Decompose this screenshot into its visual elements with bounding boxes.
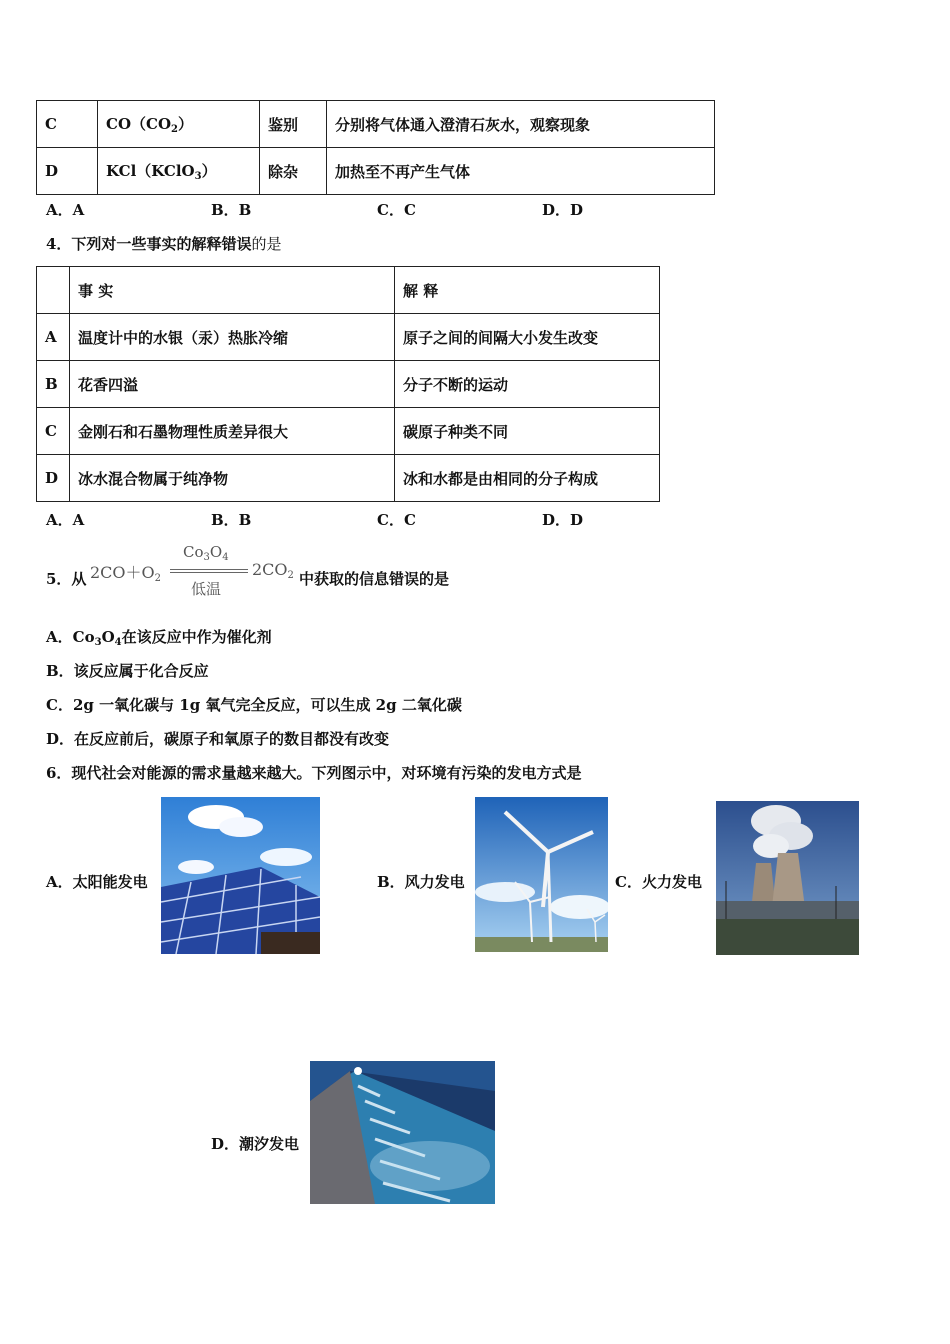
table-row — [37, 314, 660, 361]
q3-option-b[interactable]: B．B — [211, 201, 252, 219]
equation-catalyst: $Co_3O_4$ — [183, 543, 229, 563]
header-explain: 解 释 — [395, 267, 660, 314]
fact-cell: 冰水混合物属于纯净物 — [70, 455, 395, 502]
equation-arrow-line-2 — [170, 572, 248, 573]
q4-option-d[interactable]: D．D — [542, 511, 584, 529]
table-row — [37, 148, 715, 195]
row-label: C — [37, 408, 70, 455]
q6-option-a[interactable]: A．太阳能发电 — [46, 873, 148, 891]
table-row — [37, 455, 660, 502]
q3-option-a[interactable]: A．A — [46, 201, 85, 219]
q5-option-c[interactable]: C．2g 一氧化碳与 1g 氧气完全反应，可以生成 2g 二氧化碳 — [46, 696, 462, 714]
q6-option-d[interactable]: D．潮汐发电 — [211, 1135, 300, 1153]
fact-cell: 温度计中的水银（汞）热胀冷缩 — [70, 314, 395, 361]
table-row — [37, 408, 660, 455]
q4-stem: 4．下列对一些事实的解释错误的是 — [46, 235, 282, 253]
equation-condition: 低温 — [191, 580, 222, 598]
q6-option-b[interactable]: B．风力发电 — [377, 873, 465, 891]
q3-option-d[interactable]: D．D — [542, 201, 584, 219]
q3-table — [36, 100, 715, 195]
method-cell: 加热至不再产生气体 — [327, 148, 715, 195]
q5-option-d[interactable]: D．在反应前后，碳原子和氧原子的数目都没有改变 — [46, 730, 390, 748]
wind-turbine-photo-icon — [475, 797, 608, 952]
explain-cell: 冰和水都是由相同的分子构成 — [395, 455, 660, 502]
header-empty — [37, 267, 70, 314]
row-label: C — [37, 101, 98, 148]
substance-cell: KCl（KClO$_3$） — [98, 148, 260, 195]
row-label: D — [37, 148, 98, 195]
solar-panel-photo-icon — [161, 797, 320, 954]
explain-cell: 分子不断的运动 — [395, 361, 660, 408]
q4-table — [36, 266, 660, 502]
q3-option-c[interactable]: C．C — [377, 201, 416, 219]
q4-option-c[interactable]: C．C — [377, 511, 416, 529]
explain-cell: 原子之间的间隔大小发生改变 — [395, 314, 660, 361]
row-label: A — [37, 314, 70, 361]
table-row — [37, 361, 660, 408]
q6-stem: 6．现代社会对能源的需求量越来越大。下列图示中，对环境有污染的发电方式是 — [46, 764, 582, 782]
equation-rhs: $2CO_2$ — [252, 560, 294, 581]
row-label: B — [37, 361, 70, 408]
table-row — [37, 101, 715, 148]
fact-cell: 金刚石和石墨物理性质差异很大 — [70, 408, 395, 455]
header-fact: 事 实 — [70, 267, 395, 314]
fact-cell: 花香四溢 — [70, 361, 395, 408]
substance-cell: $CO(CO_2)$ — [98, 101, 260, 148]
table-header-row — [37, 267, 660, 314]
tidal-dam-photo-icon — [310, 1061, 495, 1204]
q5-option-a[interactable]: A．$Co_3O_4$在该反应中作为催化剂 — [46, 628, 272, 648]
explain-cell: 碳原子种类不同 — [395, 408, 660, 455]
q5-suffix: 中获取的信息错误的是 — [299, 570, 450, 588]
cooling-tower-photo-icon — [716, 801, 859, 955]
q5-option-b[interactable]: B．该反应属于化合反应 — [46, 662, 209, 680]
q5-prefix: 5．从 — [46, 570, 87, 588]
q4-option-b[interactable]: B．B — [211, 511, 252, 529]
equation-lhs: $2CO+O_2$ — [90, 563, 162, 584]
purpose-cell: 鉴别 — [260, 101, 327, 148]
purpose-cell: 除杂 — [260, 148, 327, 195]
q4-option-a[interactable]: A．A — [46, 511, 85, 529]
q6-option-c[interactable]: C．火力发电 — [615, 873, 702, 891]
row-label: D — [37, 455, 70, 502]
method-cell: 分别将气体通入澄清石灰水，观察现象 — [327, 101, 715, 148]
equation-arrow-line — [170, 569, 248, 570]
